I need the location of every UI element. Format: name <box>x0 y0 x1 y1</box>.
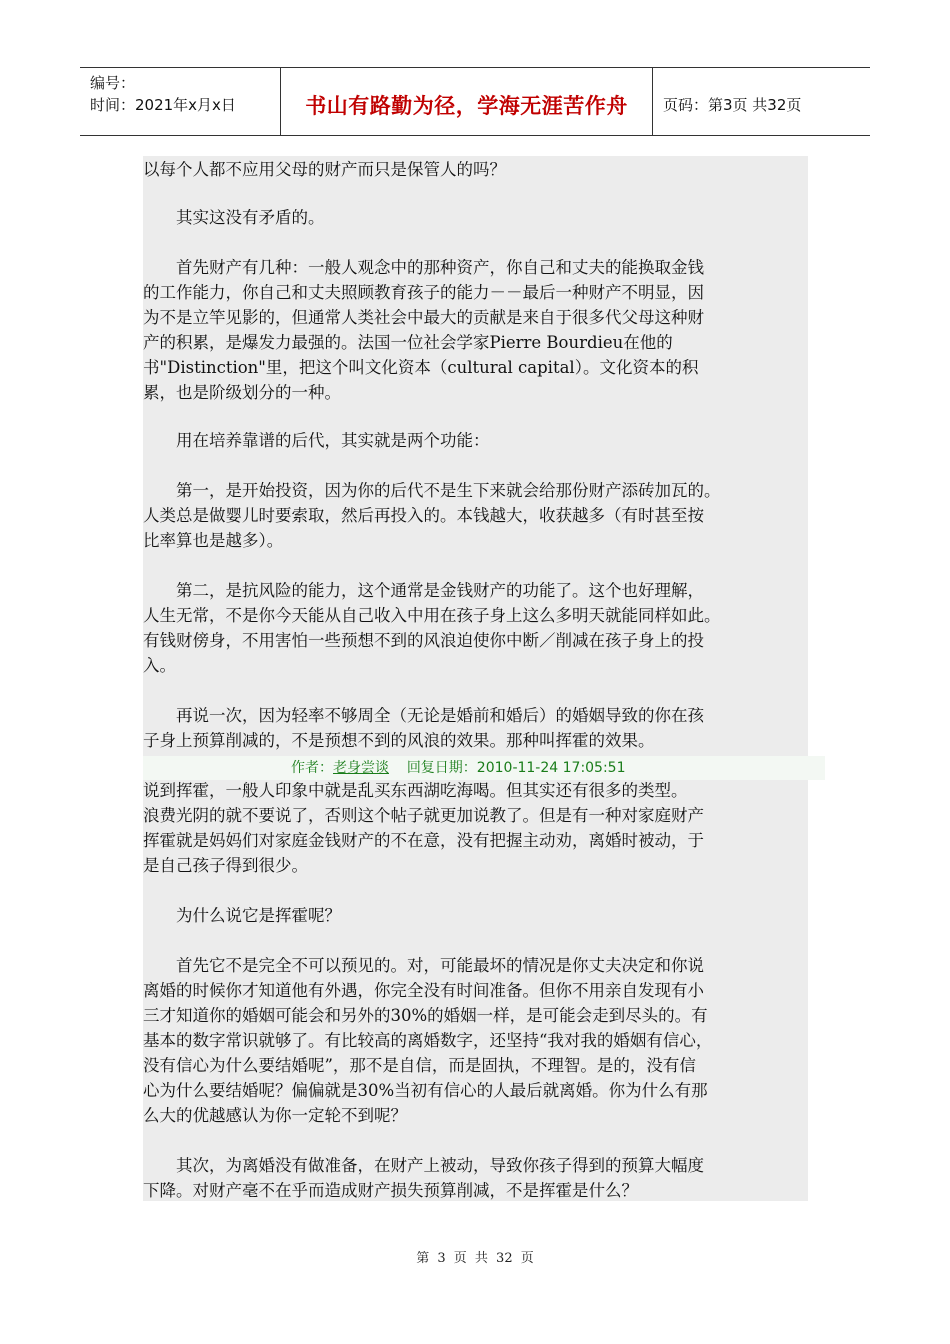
header-meta <box>80 68 280 135</box>
text-line: 用在培养靠谱的后代，其实就是两个功能： <box>143 431 490 450</box>
text-line: 人类总是做婴儿时要索取，然后再投入的。本钱越大，收获越多（有时甚至按 <box>143 506 704 525</box>
text-line: 的工作能力，你自己和丈夫照顾教育孩子的能力－－最后一种财产不明显，因 <box>143 283 704 302</box>
author-link[interactable]: 老身尝谈 <box>333 760 389 776</box>
text-line: 累，也是阶级划分的一种。 <box>143 383 341 402</box>
header-motto-cell <box>280 68 653 135</box>
text-line: 三才知道你的婚姻可能会和另外的30%的婚姻一样，是可能会走到尽头的。有 <box>143 1006 708 1025</box>
page-header <box>80 67 870 136</box>
text-line: 首先财产有几种：一般人观念中的那种资产，你自己和丈夫的能换取金钱 <box>143 258 704 277</box>
document-body <box>143 156 808 1201</box>
text-line: 浪费光阴的就不要说了，否则这个帖子就更加说教了。但是有一种对家庭财产 <box>143 806 704 825</box>
text-line: 再说一次，因为轻率不够周全（无论是婚前和婚后）的婚姻导致的你在孩 <box>143 706 704 725</box>
text-line: 书"Distinction"里，把这个叫文化资本（cultural capital）。文化资本的积 <box>143 358 699 377</box>
text-line: 第二，是抗风险的能力，这个通常是金钱财产的功能了。这个也好理解， <box>143 581 704 600</box>
motto-text: 书山有路勤为径，学海无涯苦作舟 <box>305 93 628 118</box>
text-line: 产的积累，是爆发力最强的。法国一位社会学家Pierre Bourdieu在他的 <box>143 333 673 352</box>
reply-author <box>291 756 626 780</box>
text-line: 子身上预算削减的，不是预想不到的风浪的效果。那种叫挥霍的效果。 <box>143 731 655 750</box>
text-line: 下降。对财产毫不在乎而造成财产损失预算削减，不是挥霍是什么？ <box>143 1181 638 1200</box>
text-line: 人生无常，不是你今天能从自己收入中用在孩子身上这么多明天就能同样如此。 <box>143 606 721 625</box>
text-line: 说到挥霍，一般人印象中就是乱买东西湖吃海喝。但其实还有很多的类型。 <box>143 781 688 800</box>
text-line: 其次，为离婚没有做准备，在财产上被动，导致你孩子得到的预算大幅度 <box>143 1156 704 1175</box>
text-line: 离婚的时候你才知道他有外遇，你完全没有时间准备。但你不用亲自发现有小 <box>143 981 704 1000</box>
page-info: 页码：第3页 共32页 <box>663 96 802 114</box>
text-line: 比率算也是越多）。 <box>143 531 284 550</box>
text-line: 其实这没有矛盾的。 <box>143 208 325 227</box>
page-footer: 第 3 页 共 32 页 <box>416 1251 534 1266</box>
reply-info-bar <box>143 756 825 780</box>
text-line: 有钱财傍身，不用害怕一些预想不到的风浪迫使你中断／削减在孩子身上的投 <box>143 631 704 650</box>
author-label: 作者： <box>291 760 333 776</box>
time-label: 时间：2021年x月x日 <box>90 96 236 114</box>
reply-date: 回复日期：2010-11-24 17:05:51 <box>406 760 626 776</box>
text-line: 第一，是开始投资，因为你的后代不是生下来就会给那份财产添砖加瓦的。 <box>143 481 721 500</box>
text-line: 心为什么要结婚呢？偏偏就是30%当初有信心的人最后就离婚。你为什么有那 <box>143 1081 708 1100</box>
text-line: 基本的数字常识就够了。有比较高的离婚数字，还坚持“我对我的婚姻有信心， <box>143 1031 713 1050</box>
text-line: 挥霍就是妈妈们对家庭金钱财产的不在意，没有把握主动劝，离婚时被动，于 <box>143 831 704 850</box>
text-line: 是自己孩子得到很少。 <box>143 856 308 875</box>
text-line: 入。 <box>143 656 176 675</box>
text-line: 首先它不是完全不可以预见的。对，可能最坏的情况是你丈夫决定和你说 <box>143 956 704 975</box>
text-line: 以每个人都不应用父母的财产而只是保管人的吗？ <box>143 160 506 179</box>
text-line: 没有信心为什么要结婚呢”，那不是自信，而是固执，不理智。是的，没有信 <box>143 1056 696 1075</box>
number-label: 编号： <box>90 74 136 92</box>
text-line: 为不是立竿见影的，但通常人类社会中最大的贡献是来自于很多代父母这种财 <box>143 308 704 327</box>
text-line: 为什么说它是挥霍呢？ <box>143 906 341 925</box>
text-line: 么大的优越感认为你一定轮不到呢？ <box>143 1106 407 1125</box>
